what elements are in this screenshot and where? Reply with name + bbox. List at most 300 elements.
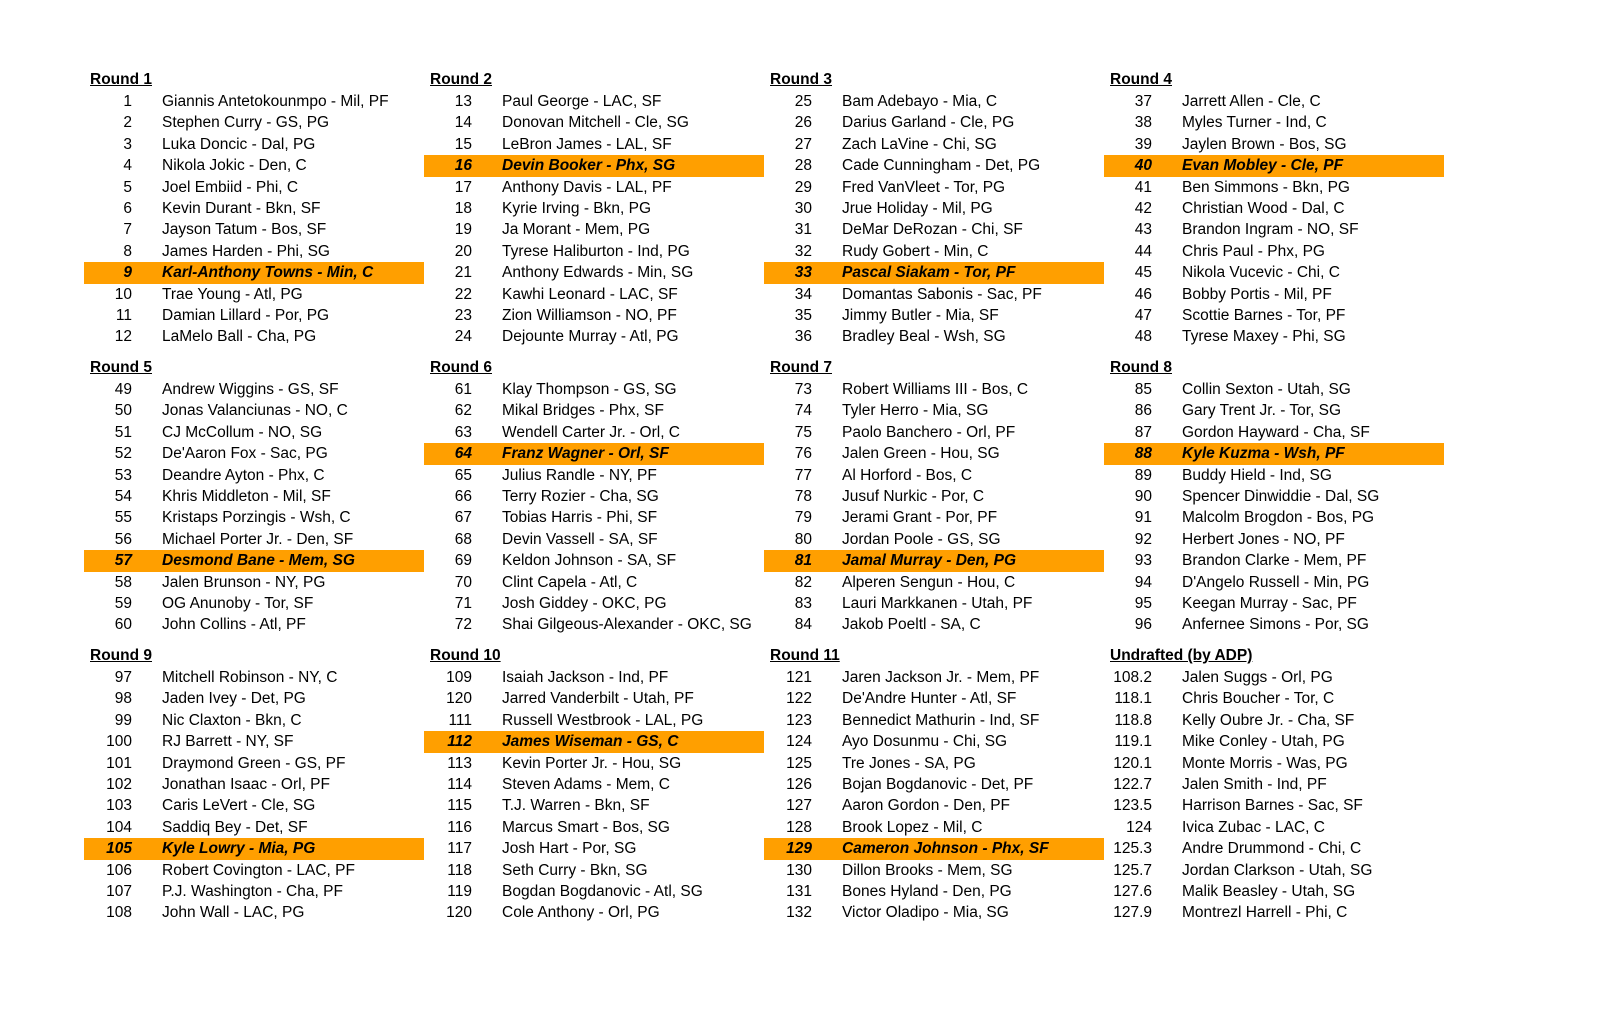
pick-row: [764, 881, 1104, 902]
pick-row: [84, 465, 424, 486]
pick-number: 52: [114, 445, 132, 463]
pick-row: [84, 550, 424, 571]
pick-row: [84, 241, 424, 262]
pick-row: [764, 817, 1104, 838]
pick-row: [84, 710, 424, 731]
player-name: Malik Beasley - Utah, SG: [1182, 882, 1356, 900]
pick-number: 126: [786, 775, 812, 793]
player-name: Alperen Sengun - Hou, C: [842, 573, 1016, 591]
pick-number: 66: [454, 487, 472, 505]
pick-number: 97: [114, 669, 132, 686]
pick-row: [1104, 91, 1444, 112]
pick-number: 113: [447, 754, 472, 772]
round-block: [764, 645, 1104, 924]
player-name: Kevin Durant - Bkn, SF: [162, 199, 321, 217]
pick-number: 121: [786, 669, 812, 686]
pick-number: 22: [454, 285, 472, 303]
pick-number: 56: [114, 530, 132, 548]
pick-number: 98: [114, 690, 132, 708]
player-name: Kyle Kuzma - Wsh, PF: [1182, 445, 1345, 463]
player-name: Robert Williams III - Bos, C: [842, 381, 1029, 398]
player-name: Cade Cunningham - Det, PG: [842, 157, 1041, 175]
player-name: Ben Simmons - Bkn, PG: [1182, 178, 1350, 196]
player-name: Mitchell Robinson - NY, C: [162, 669, 338, 686]
player-name: Gary Trent Jr. - Tor, SG: [1182, 402, 1342, 420]
player-name: Harrison Barnes - Sac, SF: [1182, 797, 1363, 815]
player-name: Devin Booker - Phx, SG: [502, 157, 676, 175]
player-name: OG Anunoby - Tor, SF: [162, 594, 314, 612]
pick-number: 5: [123, 178, 132, 196]
pick-number: 13: [454, 93, 472, 110]
pick-row: [84, 795, 424, 816]
pick-row: [764, 838, 1104, 859]
pick-row: [424, 667, 764, 688]
player-name: Josh Hart - Por, SG: [502, 840, 637, 858]
pick-row: [1104, 667, 1444, 688]
pick-row: [1104, 593, 1444, 614]
pick-row: [1104, 422, 1444, 443]
pick-number: 73: [794, 381, 812, 398]
pick-row: [1104, 817, 1444, 838]
pick-number: 17: [454, 178, 472, 196]
pick-number: 128: [786, 818, 812, 836]
player-name: Jalen Green - Hou, SG: [842, 445, 1000, 463]
pick-row: [764, 860, 1104, 881]
player-name: Donovan Mitchell - Cle, SG: [502, 114, 689, 132]
pick-row: [84, 817, 424, 838]
pick-row: [84, 219, 424, 240]
pick-number: 123.5: [1113, 797, 1152, 815]
pick-number: 7: [123, 221, 132, 239]
pick-row: [424, 838, 764, 859]
pick-row: [764, 710, 1104, 731]
pick-number: 57: [114, 552, 132, 570]
pick-number: 79: [794, 509, 812, 527]
pick-row: [764, 593, 1104, 614]
player-name: Darius Garland - Cle, PG: [842, 114, 1015, 132]
player-name: James Wiseman - GS, C: [502, 733, 679, 751]
pick-number: 20: [454, 242, 472, 260]
pick-row: [424, 572, 764, 593]
pick-row: [764, 486, 1104, 507]
pick-number: 124: [786, 733, 812, 751]
pick-row: [1104, 572, 1444, 593]
pick-row: [84, 379, 424, 400]
pick-number: 70: [454, 573, 472, 591]
pick-row: [764, 443, 1104, 464]
round-title: Round 2: [430, 71, 492, 88]
pick-row: [1104, 134, 1444, 155]
player-name: Jalen Brunson - NY, PG: [162, 573, 326, 591]
player-name: Jerami Grant - Por, PF: [842, 509, 998, 527]
player-name: Mikal Bridges - Phx, SF: [502, 402, 664, 420]
player-name: Monte Morris - Was, PG: [1182, 754, 1348, 772]
player-name: Klay Thompson - GS, SG: [502, 381, 677, 398]
pick-row: [424, 305, 764, 326]
pick-row: [84, 177, 424, 198]
pick-row: [1104, 753, 1444, 774]
pick-number: 24: [454, 328, 472, 346]
pick-number: 42: [1134, 199, 1152, 217]
pick-row: [84, 688, 424, 709]
pick-row: [424, 614, 764, 635]
player-name: Jordan Poole - GS, SG: [842, 530, 1001, 548]
player-name: John Collins - Atl, PF: [162, 616, 306, 634]
player-name: Jalen Smith - Ind, PF: [1182, 775, 1327, 793]
pick-row: [84, 507, 424, 528]
pick-row: [764, 198, 1104, 219]
pick-row: [84, 284, 424, 305]
pick-number: 11: [115, 306, 132, 324]
pick-number: 36: [794, 328, 812, 346]
pick-row: [1104, 614, 1444, 635]
pick-row: [1104, 731, 1444, 752]
pick-number: 118: [447, 861, 472, 879]
player-name: Caris LeVert - Cle, SG: [162, 797, 316, 815]
player-name: Jonas Valanciunas - NO, C: [162, 402, 348, 420]
player-name: Kevin Porter Jr. - Hou, SG: [502, 754, 682, 772]
pick-row: [1104, 507, 1444, 528]
player-name: LeBron James - LAL, SF: [502, 135, 672, 153]
pick-row: [764, 134, 1104, 155]
round-block: [424, 357, 764, 636]
pick-row: [1104, 860, 1444, 881]
pick-number: 53: [114, 466, 132, 484]
pick-row: [84, 326, 424, 347]
pick-row: [424, 731, 764, 752]
pick-row: [764, 507, 1104, 528]
pick-number: 27: [794, 135, 812, 153]
pick-number: 117: [447, 840, 472, 858]
pick-row: [84, 400, 424, 421]
pick-number: 108: [106, 904, 132, 922]
player-name: Draymond Green - GS, PF: [162, 754, 346, 772]
pick-row: [764, 774, 1104, 795]
player-name: Al Horford - Bos, C: [842, 466, 973, 484]
player-name: Jusuf Nurkic - Por, C: [842, 487, 985, 505]
pick-row: [424, 198, 764, 219]
player-name: Lauri Markkanen - Utah, PF: [842, 594, 1033, 612]
pick-number: 3: [123, 135, 132, 153]
pick-number: 83: [794, 594, 812, 612]
player-name: Bennedict Mathurin - Ind, SF: [842, 711, 1040, 729]
pick-number: 37: [1134, 93, 1152, 110]
player-name: Jarred Vanderbilt - Utah, PF: [502, 690, 694, 708]
player-name: Bradley Beal - Wsh, SG: [842, 328, 1006, 346]
player-name: Luka Doncic - Dal, PG: [162, 135, 316, 153]
pick-row: [84, 860, 424, 881]
player-name: Jaden Ivey - Det, PG: [162, 690, 306, 708]
pick-row: [1104, 529, 1444, 550]
pick-row: [424, 284, 764, 305]
player-name: Tyrese Haliburton - Ind, PG: [502, 242, 690, 260]
player-name: Spencer Dinwiddie - Dal, SG: [1182, 487, 1380, 505]
player-name: Tyler Herro - Mia, SG: [842, 402, 989, 420]
pick-row: [1104, 881, 1444, 902]
player-name: Shai Gilgeous-Alexander - OKC, SG: [502, 616, 752, 634]
pick-number: 14: [454, 114, 472, 132]
player-name: Bam Adebayo - Mia, C: [842, 93, 998, 110]
pick-number: 125: [786, 754, 812, 772]
round-block: [1104, 69, 1444, 348]
pick-row: [424, 529, 764, 550]
pick-row: [424, 326, 764, 347]
pick-number: 108.2: [1113, 669, 1152, 686]
pick-row: [84, 443, 424, 464]
pick-row: [424, 400, 764, 421]
player-name: De'Andre Hunter - Atl, SF: [842, 690, 1017, 708]
player-name: DeMar DeRozan - Chi, SF: [842, 221, 1023, 239]
pick-row: [764, 400, 1104, 421]
pick-number: 61: [454, 381, 472, 398]
player-name: Collin Sexton - Utah, SG: [1182, 381, 1351, 398]
pick-number: 74: [794, 402, 812, 420]
player-name: Clint Capela - Atl, C: [502, 573, 638, 591]
pick-row: [424, 753, 764, 774]
player-name: Zion Williamson - NO, PF: [502, 306, 677, 324]
pick-number: 131: [786, 882, 812, 900]
pick-row: [424, 422, 764, 443]
pick-row: [1104, 902, 1444, 923]
pick-number: 33: [794, 264, 812, 282]
player-name: Jaren Jackson Jr. - Mem, PF: [842, 669, 1040, 686]
pick-row: [84, 112, 424, 133]
pick-number: 120: [446, 690, 472, 708]
player-name: Ivica Zubac - LAC, C: [1182, 818, 1325, 836]
player-name: Michael Porter Jr. - Den, SF: [162, 530, 354, 548]
round-title: Round 7: [770, 359, 832, 376]
player-name: Domantas Sabonis - Sac, PF: [842, 285, 1042, 303]
player-name: Anfernee Simons - Por, SG: [1182, 616, 1369, 634]
pick-row: [424, 688, 764, 709]
pick-number: 31: [794, 221, 812, 239]
player-name: Devin Vassell - SA, SF: [502, 530, 658, 548]
player-name: Khris Middleton - Mil, SF: [162, 487, 331, 505]
pick-number: 132: [786, 904, 812, 922]
pick-number: 109: [446, 669, 472, 686]
pick-number: 105: [106, 840, 132, 858]
pick-row: [1104, 710, 1444, 731]
round-block: [764, 357, 1104, 636]
player-name: Jordan Clarkson - Utah, SG: [1182, 861, 1373, 879]
player-name: Paul George - LAC, SF: [502, 93, 662, 110]
pick-row: [84, 134, 424, 155]
pick-row: [1104, 443, 1444, 464]
pick-number: 18: [454, 199, 472, 217]
player-name: Keldon Johnson - SA, SF: [502, 552, 677, 570]
pick-number: 28: [794, 157, 812, 175]
pick-number: 124: [1126, 818, 1152, 836]
pick-row: [1104, 305, 1444, 326]
pick-number: 104: [106, 818, 132, 836]
player-name: Victor Oladipo - Mia, SG: [842, 904, 1009, 922]
player-name: Marcus Smart - Bos, SG: [502, 818, 670, 836]
player-name: Tre Jones - SA, PG: [842, 754, 976, 772]
pick-row: [1104, 400, 1444, 421]
pick-row: [84, 881, 424, 902]
pick-number: 1: [123, 93, 132, 110]
player-name: Josh Giddey - OKC, PG: [502, 594, 667, 612]
pick-number: 40: [1134, 157, 1152, 175]
pick-number: 93: [1134, 552, 1152, 570]
round-title: Round 9: [90, 647, 152, 664]
player-name: Herbert Jones - NO, PF: [1182, 530, 1345, 548]
player-name: Brook Lopez - Mil, C: [842, 818, 983, 836]
round-title: Round 8: [1110, 359, 1172, 376]
pick-number: 21: [454, 264, 472, 282]
pick-row: [1104, 379, 1444, 400]
round-title: Round 11: [770, 647, 840, 664]
pick-number: 94: [1134, 573, 1152, 591]
pick-number: 112: [447, 733, 472, 751]
pick-number: 45: [1134, 264, 1152, 282]
pick-number: 4: [123, 157, 132, 175]
player-name: Brandon Ingram - NO, SF: [1182, 221, 1359, 239]
pick-row: [764, 284, 1104, 305]
player-name: Zach LaVine - Chi, SG: [842, 135, 997, 153]
pick-row: [84, 731, 424, 752]
round-title: Round 1: [90, 71, 152, 88]
pick-row: [764, 902, 1104, 923]
pick-row: [84, 572, 424, 593]
pick-number: 102: [106, 775, 132, 793]
pick-row: [764, 667, 1104, 688]
pick-row: [424, 91, 764, 112]
pick-row: [1104, 262, 1444, 283]
pick-number: 77: [794, 466, 812, 484]
pick-row: [84, 593, 424, 614]
pick-number: 99: [114, 711, 132, 729]
player-name: Keegan Murray - Sac, PF: [1182, 594, 1357, 612]
pick-number: 49: [114, 381, 132, 398]
pick-number: 118.1: [1114, 690, 1152, 708]
player-name: Mike Conley - Utah, PG: [1182, 733, 1345, 751]
player-name: Chris Boucher - Tor, C: [1182, 690, 1335, 708]
round-title: Round 6: [430, 359, 492, 376]
player-name: Jarrett Allen - Cle, C: [1182, 93, 1321, 110]
player-name: Jayson Tatum - Bos, SF: [162, 221, 327, 239]
player-name: Russell Westbrook - LAL, PG: [502, 711, 704, 729]
pick-number: 55: [114, 509, 132, 527]
pick-number: 96: [1134, 616, 1152, 634]
player-name: Karl-Anthony Towns - Min, C: [162, 264, 374, 282]
player-name: P.J. Washington - Cha, PF: [162, 882, 343, 900]
pick-number: 9: [123, 264, 132, 282]
player-name: Pascal Siakam - Tor, PF: [842, 264, 1016, 282]
pick-row: [764, 753, 1104, 774]
pick-number: 88: [1134, 445, 1152, 463]
pick-row: [84, 305, 424, 326]
pick-row: [84, 529, 424, 550]
player-name: Seth Curry - Bkn, SG: [502, 861, 648, 879]
pick-row: [1104, 326, 1444, 347]
pick-number: 78: [794, 487, 812, 505]
pick-number: 32: [794, 242, 812, 260]
player-name: Joel Embiid - Phi, C: [162, 178, 299, 196]
player-name: James Harden - Phi, SG: [162, 242, 330, 260]
pick-number: 8: [123, 242, 132, 260]
player-name: Paolo Banchero - Orl, PF: [842, 423, 1016, 441]
pick-row: [764, 241, 1104, 262]
pick-row: [764, 155, 1104, 176]
pick-row: [424, 443, 764, 464]
player-name: Kelly Oubre Jr. - Cha, SF: [1182, 711, 1355, 729]
player-name: Kawhi Leonard - LAC, SF: [502, 285, 678, 303]
pick-row: [1104, 465, 1444, 486]
player-name: Dejounte Murray - Atl, PG: [502, 328, 679, 346]
player-name: Scottie Barnes - Tor, PF: [1182, 306, 1346, 324]
pick-row: [84, 198, 424, 219]
pick-row: [84, 614, 424, 635]
pick-number: 10: [114, 285, 132, 303]
player-name: Deandre Ayton - Phx, C: [162, 466, 325, 484]
pick-number: 114: [447, 775, 472, 793]
pick-number: 129: [786, 840, 812, 858]
pick-number: 75: [794, 423, 812, 441]
pick-number: 23: [454, 306, 472, 324]
pick-number: 127: [786, 797, 812, 815]
pick-number: 81: [794, 552, 812, 570]
player-name: Christian Wood - Dal, C: [1182, 199, 1345, 217]
pick-number: 106: [106, 861, 132, 879]
player-name: Andre Drummond - Chi, C: [1182, 840, 1362, 858]
player-name: Anthony Edwards - Min, SG: [502, 264, 694, 282]
player-name: Damian Lillard - Por, PG: [162, 306, 330, 324]
round-title: Round 3: [770, 71, 832, 88]
pick-number: 127.9: [1113, 904, 1152, 922]
pick-row: [84, 667, 424, 688]
round-block: [1104, 357, 1444, 636]
pick-row: [84, 262, 424, 283]
pick-row: [764, 614, 1104, 635]
player-name: Jalen Suggs - Orl, PG: [1182, 669, 1333, 686]
pick-row: [764, 305, 1104, 326]
pick-number: 50: [114, 402, 132, 420]
pick-row: [84, 91, 424, 112]
pick-row: [1104, 550, 1444, 571]
pick-row: [764, 112, 1104, 133]
pick-number: 91: [1134, 509, 1152, 527]
pick-number: 67: [454, 509, 472, 527]
round-title: Undrafted (by ADP): [1110, 647, 1253, 664]
pick-row: [764, 422, 1104, 443]
player-name: CJ McCollum - NO, SG: [162, 423, 323, 441]
pick-row: [424, 593, 764, 614]
pick-row: [424, 486, 764, 507]
pick-number: 116: [447, 818, 472, 836]
player-name: Franz Wagner - Orl, SF: [502, 445, 669, 463]
player-name: Desmond Bane - Mem, SG: [162, 552, 355, 570]
player-name: Kyle Lowry - Mia, PG: [162, 840, 316, 858]
player-name: Tobias Harris - Phi, SF: [502, 509, 658, 527]
pick-number: 92: [1134, 530, 1152, 548]
pick-number: 65: [454, 466, 472, 484]
pick-row: [424, 860, 764, 881]
round-block: [84, 69, 424, 348]
player-name: Ayo Dosunmu - Chi, SG: [842, 733, 1008, 751]
pick-row: [1104, 241, 1444, 262]
pick-number: 29: [794, 178, 812, 196]
player-name: John Wall - LAC, PG: [162, 904, 305, 922]
player-name: Rudy Gobert - Min, C: [842, 242, 989, 260]
pick-number: 123: [786, 711, 812, 729]
pick-row: [1104, 155, 1444, 176]
pick-number: 95: [1134, 594, 1152, 612]
pick-number: 71: [454, 594, 472, 612]
pick-number: 6: [123, 199, 132, 217]
pick-number: 101: [106, 754, 132, 772]
pick-row: [424, 241, 764, 262]
